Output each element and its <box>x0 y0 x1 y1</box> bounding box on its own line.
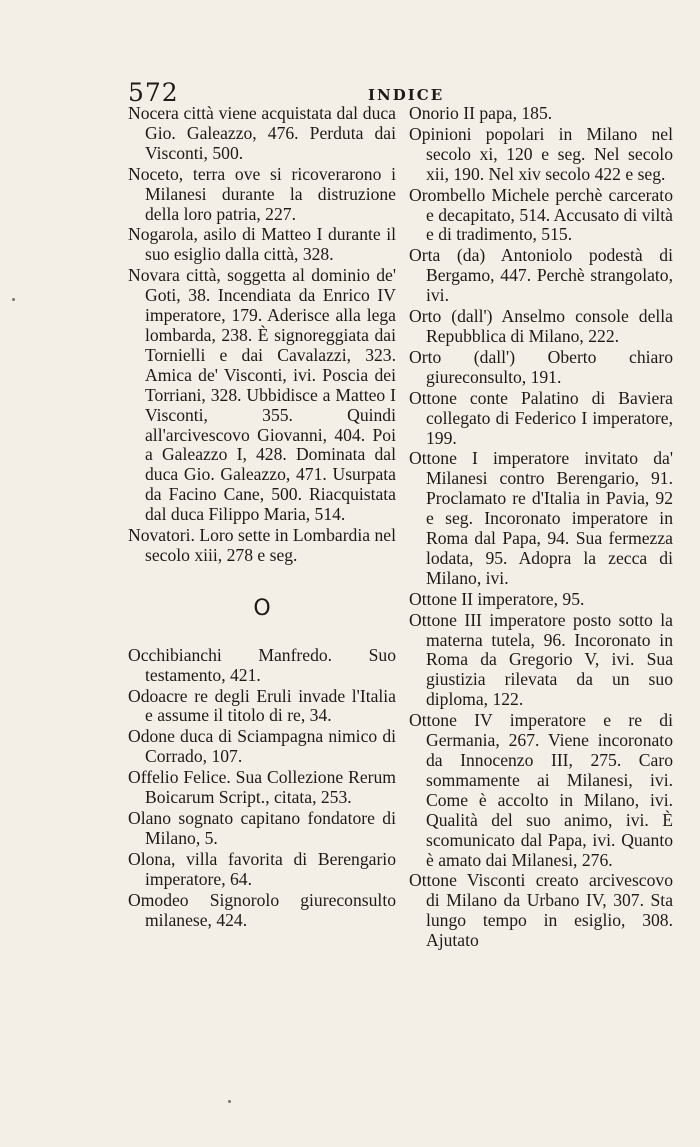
paper-speck <box>228 1100 231 1103</box>
index-entry: Olona, villa favorita di Berengario imperatore, 64. <box>128 848 396 889</box>
right-column <box>409 104 673 952</box>
index-entry: Orto (dall') Anselmo console della Repubblica di Milano, 222. <box>409 306 673 346</box>
index-entry: Onorio II papa, 185. <box>409 103 553 123</box>
index-entry: Orombello Michele perchè carcerato e decapitato, 514. Accusato di viltà e di tradimento, 515. <box>409 184 673 245</box>
index-entry: Nogarola, asilo di Matteo I durante il suo esiglio dalla città, 328. <box>128 224 396 265</box>
index-entry: Noceto, terra ove si ricoverarono i Milanesi durante la distruzione della loro patria, 227. <box>128 163 396 224</box>
index-entry: Occhibianchi Manfredo. Suo testamento, 421. <box>128 644 396 685</box>
index-entry: Offelio Felice. Sua Collezione Rerum Boicarum Script., citata, 253. <box>128 767 396 808</box>
right-entries <box>409 104 673 951</box>
index-entry: Ottone Visconti creato arcivescovo di Milano da Urbano IV, 307. Sta lungo tempo in esiglio, 308. Ajutato <box>409 870 673 951</box>
index-entry: Ottone II imperatore, 95. <box>409 588 585 609</box>
section-letter: O <box>253 595 271 621</box>
left-entries-o <box>128 646 396 931</box>
index-entry: Nocera città viene acquistata dal duca Gio. Galeazzo, 476. Perduta dai Visconti, 500. <box>128 103 396 163</box>
index-entry: Odoacre re degli Eruli invade l'Italia e assume il titolo di re, 34. <box>128 685 396 726</box>
left-column <box>128 104 396 931</box>
running-head: INDICE <box>368 86 445 104</box>
paper-speck <box>12 298 15 301</box>
index-entry: Ottone IV imperatore e re di Germania, 267. Viene incoronato da Innocenzo III, 275. Caro sommamente ai Milanesi, ivi. Come è accolto in Milano, ivi. Qualità del suo animo, ivi. È scomunicato dal Papa, ivi. Quanto è amato dai Milanesi, 276. <box>409 710 673 870</box>
index-entry: Ottone I imperatore invitato da' Milanesi contro Berengario, 91. Proclamato re d'Italia in Pavia, 92 e seg. Incoronato imperatore in Roma dal Papa, 94. Sua fermezza lodata, 95. Adopra la zecca di Milano, ivi. <box>409 448 673 588</box>
left-entries-n <box>128 104 396 566</box>
index-entry: Orto (dall') Oberto chiaro giureconsulto, 191. <box>409 346 673 387</box>
index-entry: Odone duca di Sciampagna nimico di Corrado, 107. <box>128 726 396 767</box>
page-number: 572 <box>128 78 179 107</box>
index-entry: Ottone conte Palatino di Baviera collegato di Federico I imperatore, 199. <box>409 387 673 448</box>
index-entry: Opinioni popolari in Milano nel secolo xi, 120 e seg. Nel secolo xii, 190. Nel xiv secolo 422 e seg. <box>409 123 673 184</box>
index-entry: Novatori. Loro sette in Lombardia nel secolo xiii, 278 e seg. <box>128 525 396 565</box>
index-entry: Olano sognato capitano fondatore di Milano, 5. <box>128 808 396 848</box>
index-entry: Omodeo Signorolo giureconsulto milanese, 424. <box>128 889 396 930</box>
index-entry: Ottone III imperatore posto sotto la materna tutela, 96. Incoronato in Roma da Gregorio V, ivi. Sua giustizia rilevata da un suo diploma, 122. <box>409 609 673 710</box>
index-entry: Orta (da) Antoniolo podestà di Bergamo, 447. Perchè strangolato, ivi. <box>409 245 673 306</box>
index-entry: Novara città, soggetta al dominio de' Goti, 38. Incendiata da Enrico IV imperatore, 179. Aderisce alla lega lombarda, 238. È signoreggiata dai Tornielli e dai Cavalazzi, 323. Amica de' Visconti, ivi. Poscia dei Torriani, 328. Ubbidisce a Matteo I Visconti, 355. Quindi all'arcivescovo Giovanni, 404. Poi a Galeazzo I, 428. Dominata dal duca Gio. Galeazzo, 471. Usurpata da Facino Cane, 500. Riacquistata dal duca Filippo Maria, 514. <box>128 265 396 525</box>
